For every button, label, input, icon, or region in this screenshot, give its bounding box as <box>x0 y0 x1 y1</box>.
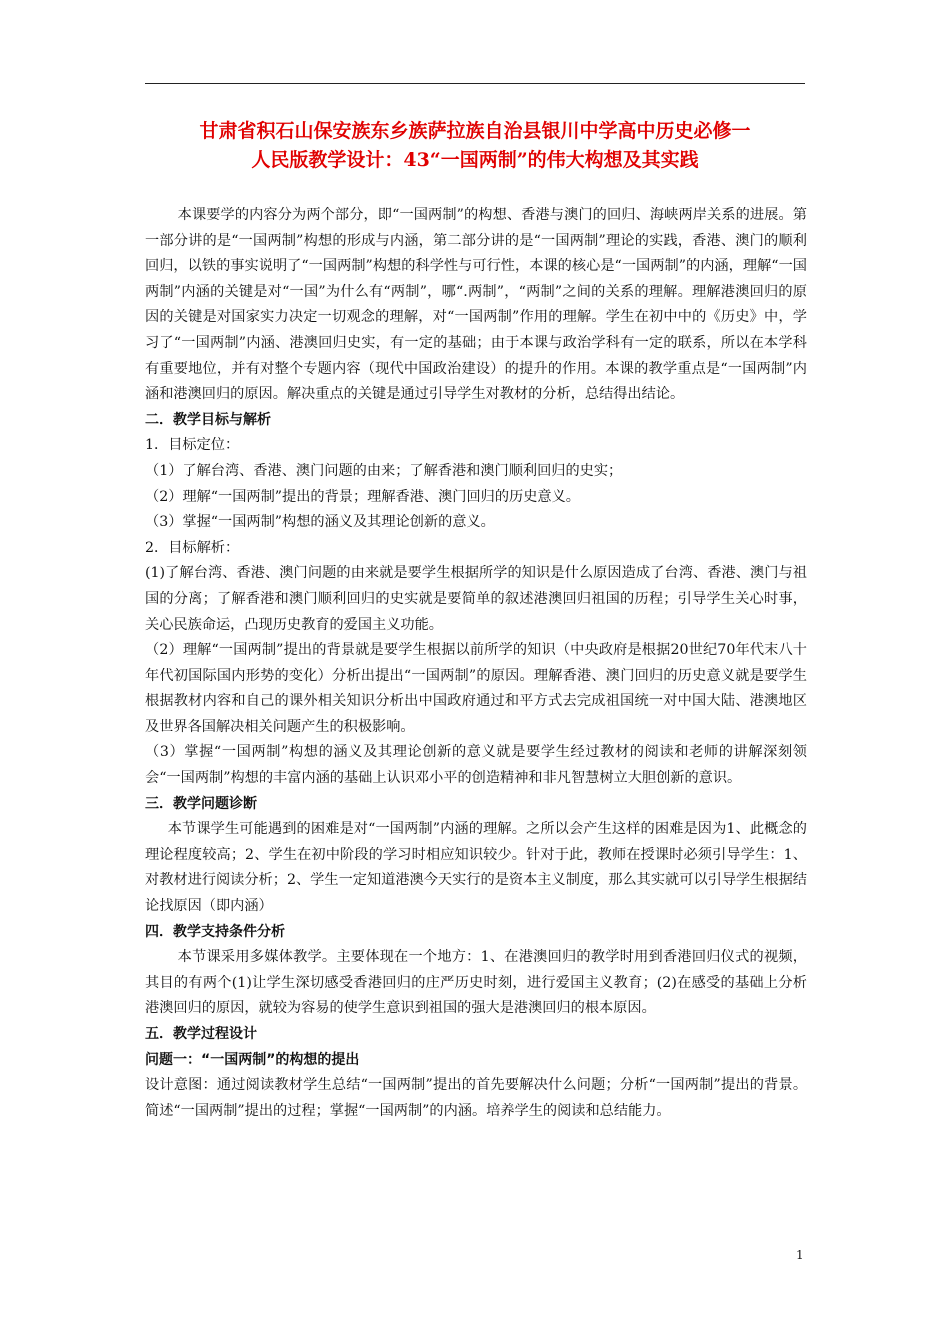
support-paragraph: 本节课采用多媒体教学。主要体现在一个地方：1、在港澳回归的教学时用到香港回归仪式的视频，其目的有两个(1)让学生深切感受香港回归的庄严历史时刻，进行爱国主义教育；(2)在感受的基础上分析港澳回归的原因，就较为容易的使学生意识到祖国的强大是港澳回归的根本原因。 <box>145 949 807 1017</box>
page-number: 1 <box>796 1248 804 1262</box>
goal-item-1: （1）了解台湾、香港、澳门问题的由来；了解香港和澳门顺利回归的史实； <box>145 462 623 479</box>
document-title <box>140 117 810 175</box>
section-heading-goals: 二．教学目标与解析 <box>145 411 271 428</box>
section-heading-process: 五．教学过程设计 <box>145 1026 257 1042</box>
intro-paragraph: 本课要学的内容分为两个部分，即“一国两制”的构想、香港与澳门的回归、海峡两岸关系的进展。第一部分讲的是“一国两制”构想的形成与内涵，第二部分讲的是“一国两制”理论的实践，香港、澳门的顺利回归，以铁的事实说明了“一国两制”构想的科学性与可行性，本课的核心是“一国两制”的内涵，理解“一国两制”内涵的关键是对“一国”为什么有“两制”，哪“.两制”，“两制”之间的关系的理解。理解港澳回归的原因的关键是对国家实力决定一切观念的理解，对“一国两制”作用的理解。学生在初中中的《历史》中，学习了“一国两制”内涵、港澳回归史实，有一定的基础；由于本课与政治学科有一定的联系，所以在本学科有重要地位，并有对整个专题内容（现代中国政治建设）的提升的作用。本课的教学重点是“一国两制”内涵和港澳回归的原因。解决重点的关键是通过引导学生对教材的分析，总结得出结论。 <box>145 207 807 403</box>
analysis-item-2: （2）理解“一国两制”提出的背景就是要学生根据以前所学的知识（中央政府是根据20世纪70年代末八十年代初国际国内形势的变化）分析出提出“一国两制”的原因。理解香港、澳门回归的历史意义就是要学生根据教材内容和自己的课外相关知识分析出中国政府通过和平方式去完成祖国统一对中国大陆、港澳地区及世界各国解决相关问题产生的积极影响。 <box>145 642 807 735</box>
analysis-heading: 2．目标解析： <box>145 539 240 556</box>
goal-heading: 1．目标定位： <box>145 437 240 454</box>
question-one-heading: 问题一：“一国两制”的构想的提出 <box>145 1051 360 1068</box>
analysis-item-3: （3）掌握“一国两制”构想的涵义及其理论创新的意义就是要学生经过教材的阅读和老师的讲解深刻领会“一国两制”构想的丰富内涵的基础上认识邓小平的创造精神和非凡智慧树立大胆创新的意识。 <box>145 744 807 787</box>
goal-item-3: （3）掌握“一国两制”构想的涵义及其理论创新的意义。 <box>145 514 495 531</box>
diagnosis-paragraph: 本节课学生可能遇到的困难是对“一国两制”内涵的理解。之所以会产生这样的困难是因为1、此概念的理论程度较高；2、学生在初中阶段的学习时相应知识较少。针对于此，教师在授课时必须引导学生：1、对教材进行阅读分析；2、学生一定知道港澳今天实行的是资本主义制度，那么其实就可以引导学生根据结论找原因（即内涵） <box>145 821 807 915</box>
section-heading-support: 四．教学支持条件分析 <box>145 923 285 940</box>
analysis-item-1: (1)了解台湾、香港、澳门问题的由来就是要学生根据所学的知识是什么原因造成了台湾、香港、澳门与祖国的分离；了解香港和澳门顺利回归的史实就是要简单的叙述港澳回归祖国的历程；引导学生关心时事，关心民族命运，凸现历史教育的爱国主义功能。 <box>145 565 807 633</box>
document-body <box>145 203 807 1124</box>
title-line-2: 人民版教学设计：43“一国两制”的伟大构想及其实践 <box>251 149 699 171</box>
title-line-1: 甘肃省积石山保安族东乡族萨拉族自治县银川中学高中历史必修一 <box>199 120 751 142</box>
header-rule <box>145 83 805 84</box>
goal-item-2: （2）理解“一国两制”提出的背景；理解香港、澳门回归的历史意义。 <box>145 488 580 505</box>
section-heading-diagnosis: 三．教学问题诊断 <box>145 795 257 812</box>
design-intent-paragraph: 设计意图：通过阅读教材学生总结“一国两制”提出的首先要解决什么问题；分析“一国两制”提出的背景。简述“一国两制”提出的过程；掌握“一国两制”的内涵。培养学生的阅读和总结能力。 <box>145 1077 808 1119</box>
